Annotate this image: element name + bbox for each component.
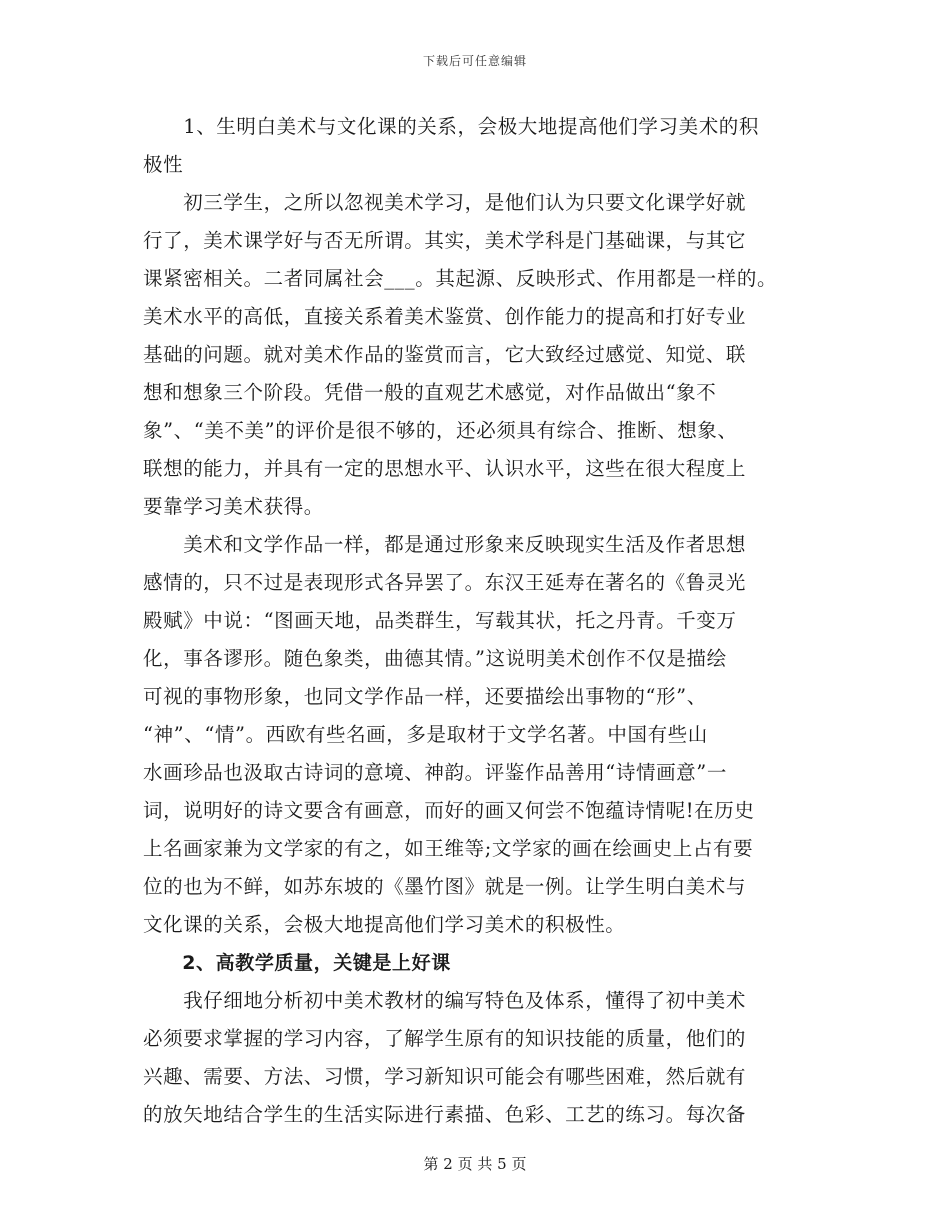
text-line: 化，事各谬形。随色象类，曲德其情。”这说明美术创作不仅是描绘 — [143, 647, 727, 670]
text-line: 要靠学习美术获得。 — [143, 495, 324, 518]
text-line: 美术和文学作品一样，都是通过形象来反映现实生活及作者思想 — [143, 533, 747, 556]
text-line: 象”、“美不美”的评价是很不够的，还必须具有综合、推断、想象、 — [143, 419, 738, 442]
text-line: 位的也为不鲜，如苏东坡的《墨竹图》就是一例。让学生明白美术与 — [143, 875, 747, 898]
page-header: 下载后可任意编辑 — [422, 54, 527, 68]
text-line: 殿赋》中说：“图画天地，品类群生，写载其状，托之丹青。千变万 — [143, 609, 737, 632]
text-line: “神”、“情”。西欧有些名画，多是取材于文学名著。中国有些山 — [143, 723, 708, 746]
text-line: 基础的问题。就对美术作品的鉴赏而言，它大致经过感觉、知觉、联 — [143, 343, 747, 366]
text-line: 可视的事物形象，也同文学作品一样，还要描绘出事物的“形”、 — [143, 685, 707, 708]
section-heading: 2、高教学质量，关键是上好课 — [143, 952, 451, 974]
document-body — [143, 108, 811, 1134]
page-footer: 第 2 页 共 5 页 — [423, 1155, 527, 1173]
text-line: 兴趣、需要、方法、习惯，学习新知识可能会有哪些困难，然后就有 — [143, 1065, 747, 1088]
text-line: 上名画家兼为文学家的有之，如王维等;文学家的画在绘画史上占有要 — [143, 837, 754, 860]
text-line: 1、生明白美术与文化课的关系，会极大地提高他们学习美术的积 — [143, 115, 760, 138]
text-line: 词，说明好的诗文要含有画意，而好的画又何尝不饱蕴诗情呢!在历史 — [143, 799, 755, 822]
text-line: 想和想象三个阶段。凭借一般的直观艺术感觉，对作品做出“象不 — [143, 381, 717, 404]
text-line: 行了，美术课学好与否无所谓。其实，美术学科是门基础课，与其它 — [143, 229, 747, 252]
text-line: 感情的，只不过是表现形式各异罢了。东汉王延寿在著名的《鲁灵光 — [143, 571, 747, 594]
text-line: 文化课的关系，会极大地提高他们学习美术的积极性。 — [143, 913, 626, 936]
text-line: 极性 — [143, 153, 184, 176]
text-line: 联想的能力，并具有一定的思想水平、认识水平，这些在很大程度上 — [143, 457, 747, 480]
text-line: 初三学生，之所以忽视美术学习，是他们认为只要文化课学好就 — [143, 191, 747, 214]
text-line: 我仔细地分析初中美术教材的编写特色及体系，懂得了初中美术 — [143, 989, 747, 1012]
text-line: 美术水平的高低，直接关系着美术鉴赏、创作能力的提高和打好专业 — [143, 305, 747, 328]
text-line: 水画珍品也汲取古诗词的意境、神韵。评鉴作品善用“诗情画意”一 — [143, 761, 727, 784]
text-line: 的放矢地结合学生的生活实际进行素描、色彩、工艺的练习。每次备 — [143, 1103, 747, 1126]
text-line: 必须要求掌握的学习内容，了解学生原有的知识技能的质量，他们的 — [143, 1027, 747, 1050]
text-line: 课紧密相关。二者同属社会___。其起源、反映形式、作用都是一样的。 — [143, 267, 778, 290]
